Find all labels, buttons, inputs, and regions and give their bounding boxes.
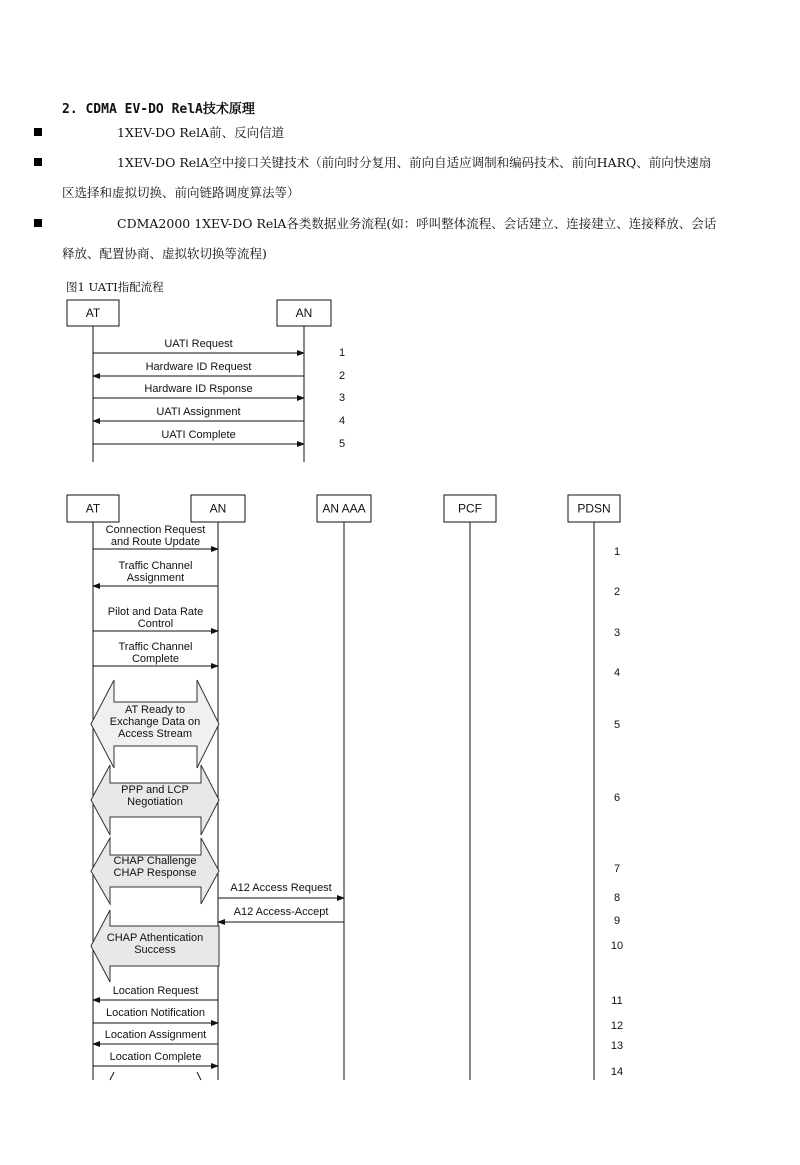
fig2-message-label: Traffic Channel Complete <box>118 641 193 666</box>
fig1-message-label: UATI Request <box>164 338 233 350</box>
fig2-step-number: 9 <box>613 915 621 927</box>
fig1-entity-an-label: AN <box>295 306 313 320</box>
fig2-chap-success-label: CHAP Athentication Success <box>106 932 204 957</box>
fig1-step-number: 3 <box>338 392 346 404</box>
fig2-message-label: Location Notification <box>105 1007 206 1019</box>
figure-caption: 图1 UATI指配流程 <box>66 280 164 294</box>
fig2-entity-pcf-label: PCF <box>458 501 482 516</box>
fig1-message-label: Hardware ID Rsponse <box>144 383 253 395</box>
fig1-message-label: UATI Complete <box>161 429 236 441</box>
fig2-step-number: 1 <box>613 546 621 558</box>
bullet-text-continued: 释放、配置协商、虚拟软切换等流程) <box>62 246 267 261</box>
fig1-step-number: 1 <box>338 347 346 359</box>
fig2-step-number: 5 <box>613 719 621 731</box>
fig2-chap-challenge-label: CHAP Challenge CHAP Response <box>113 855 197 880</box>
fig2-step-number: 12 <box>610 1020 624 1032</box>
fig2-entity-at-label: AT <box>85 501 101 516</box>
fig2-partial-arrow <box>110 1072 114 1080</box>
fig2-message-label: Connection Request and Route Update <box>105 524 206 549</box>
fig2-message-label: Location Assignment <box>104 1029 207 1041</box>
fig2-message-label: A12 Access Request <box>230 882 332 894</box>
fig2-message-label: Pilot and Data Rate Control <box>107 606 204 631</box>
fig1-step-number: 2 <box>338 370 346 382</box>
fig2-exchange-label: AT Ready to Exchange Data on Access Stream <box>109 704 201 741</box>
fig1-step-number: 5 <box>338 438 346 450</box>
fig2-entity-pdsn-label: PDSN <box>577 501 611 516</box>
fig2-step-number: 3 <box>613 627 621 639</box>
fig2-step-number: 4 <box>613 667 621 679</box>
fig1-entity-at-label: AT <box>85 306 101 320</box>
fig2-step-number: 10 <box>610 940 624 952</box>
fig2-step-number: 14 <box>610 1066 624 1078</box>
fig2-step-number: 13 <box>610 1040 624 1052</box>
fig2-step-number: 7 <box>613 863 621 875</box>
fig2-step-number: 2 <box>613 586 621 598</box>
fig2-step-number: 8 <box>613 892 621 904</box>
fig1-step-number: 4 <box>338 415 346 427</box>
fig2-message-label: Location Request <box>112 985 199 997</box>
fig2-partial-arrow <box>197 1072 201 1080</box>
fig1-message-label: Hardware ID Request <box>145 361 252 373</box>
bullet-text-continued: 区选择和虚拟切换、前向链路调度算法等） <box>62 185 300 200</box>
fig1-message-label: UATI Assignment <box>156 406 241 418</box>
fig2-negotiation-label: PPP and LCP Negotiation <box>121 784 189 809</box>
fig2-entity-an-aaa-label: AN AAA <box>322 501 366 516</box>
fig2-message-label: Location Complete <box>109 1051 202 1063</box>
fig2-step-number: 6 <box>613 792 621 804</box>
fig2-message-label: Traffic Channel Assignment <box>118 560 193 585</box>
fig2-message-label: A12 Access-Accept <box>233 906 329 918</box>
fig2-entity-an-label: AN <box>209 501 227 516</box>
bullet-text: 1XEV-DO RelA空中接口关键技术（前向时分复用、前向自适应调制和编码技术、前向HARQ、前向快速扇 <box>117 155 712 170</box>
bullet-text: 1XEV-DO RelA前、反向信道 <box>117 125 285 140</box>
fig2-step-number: 11 <box>611 995 623 1007</box>
bullet-text: CDMA2000 1XEV-DO RelA各类数据业务流程(如：呼叫整体流程、会话建立、连接建立、连接释放、会话 <box>117 216 717 231</box>
section-heading: 2. CDMA EV-DO RelA技术原理 <box>62 102 255 117</box>
